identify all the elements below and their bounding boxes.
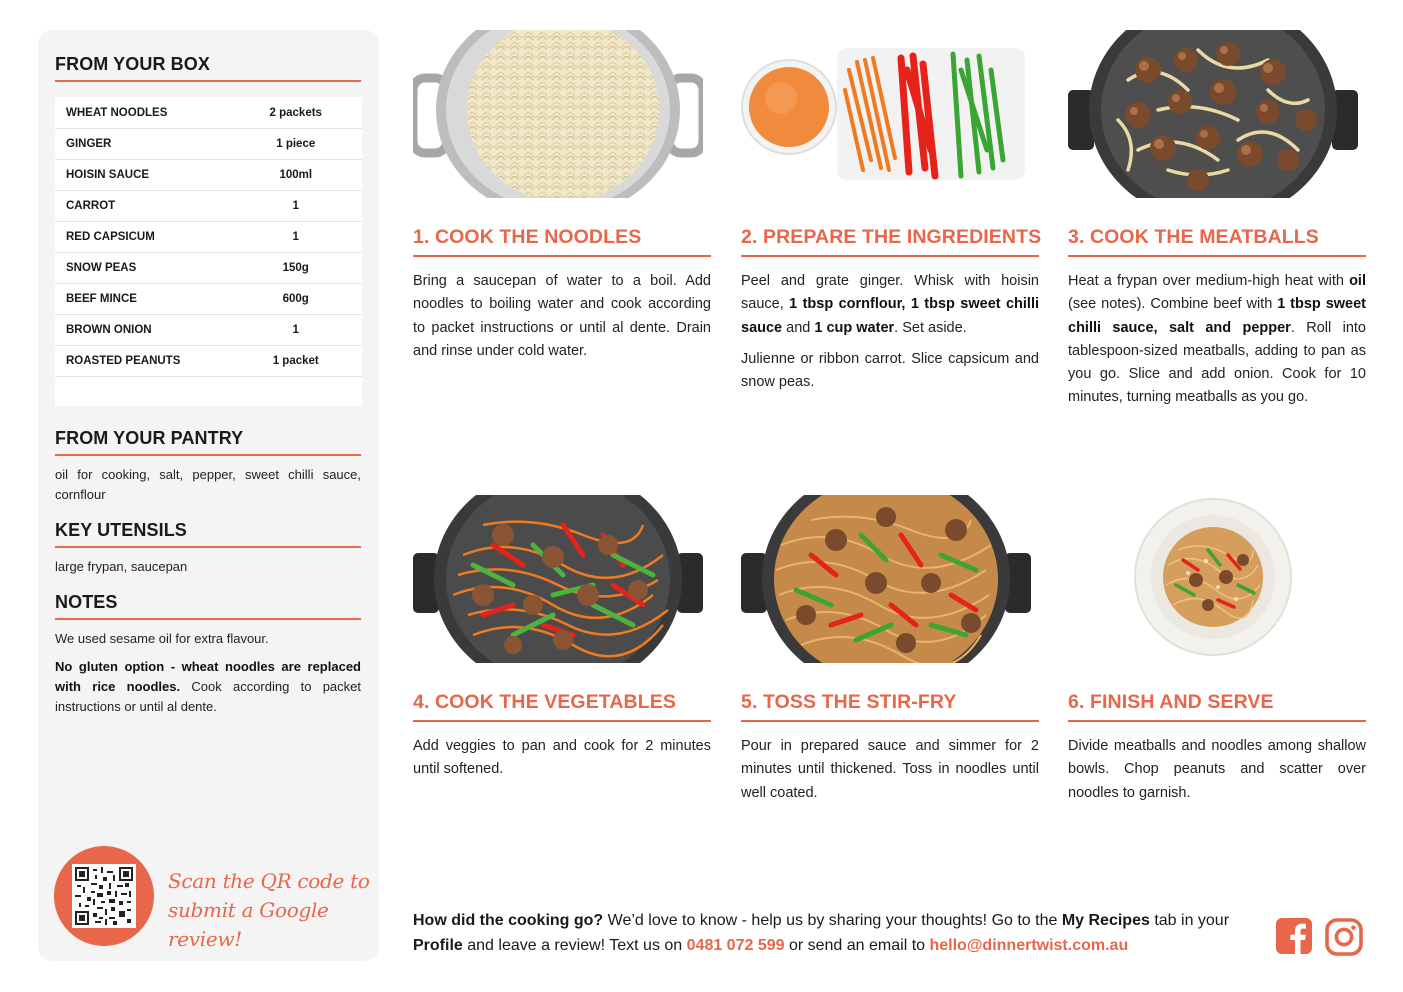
step-3-bold-b: oil (1349, 273, 1366, 289)
ingredient-qty: 1 (292, 231, 299, 243)
step-2-text-c: and (782, 319, 815, 336)
vegetables-in-pan-image (413, 495, 703, 663)
step-3-text-e: . Roll into tablespoon-sized meatballs, adding to pan as you go. Slice and add onion. Cook for 10 minutes, turning meatballs as you go. (1068, 319, 1366, 406)
footer-email-link[interactable]: hello@dinnertwist.com.au (929, 937, 1129, 954)
key-utensils-heading: KEY UTENSILS (55, 520, 361, 548)
ingredient-name: WHEAT NOODLES (66, 107, 168, 119)
ingredient-qty: 1 (292, 200, 299, 212)
review-footer (413, 908, 1263, 958)
footer-text-3: and leave a review! Text us on (462, 937, 687, 954)
ingredient-qty: 2 packets (269, 107, 322, 119)
ingredient-qty: 1 (292, 324, 299, 336)
step-1 (413, 30, 711, 363)
step-6 (1068, 495, 1366, 805)
step-5-text: Pour in prepared sauce and simmer for 2 minutes until thickened. Toss in noodles until well coated. (741, 738, 1039, 801)
step-4-body (413, 735, 711, 782)
ingredient-name: GINGER (66, 138, 112, 150)
ingredient-name: ROASTED PEANUTS (66, 355, 181, 367)
notes-gluten-bold: No gluten option - wheat noodles are replaced with rice noodles. (55, 659, 361, 694)
footer-question: How did the cooking go? (413, 912, 604, 929)
step-4-text: Add veggies to pan and cook for 2 minutes until softened. (413, 738, 711, 778)
step-3 (1068, 30, 1366, 410)
step-2-bold-b: 1 tbsp cornflour, 1 tbsp sweet chilli sauce (741, 296, 1040, 336)
ingredient-qty: 100ml (279, 169, 313, 181)
footer-text-2: tab in your (1149, 912, 1230, 929)
facebook-icon[interactable] (1276, 918, 1314, 956)
step-5-body (741, 735, 1039, 805)
qr-review-line-2: submit a Google review! (168, 898, 329, 951)
ingredients-sidebar (38, 30, 379, 961)
sauce-and-vegetables-image (741, 30, 1031, 198)
table-row (55, 346, 362, 377)
box-ingredients-table (55, 97, 362, 406)
table-row (55, 129, 362, 160)
step-5 (741, 495, 1039, 805)
step-3-title: 3. COOK THE MEATBALLS (1068, 226, 1366, 257)
footer-phone-link[interactable]: 0481 072 599 (686, 937, 785, 954)
footer-profile: Profile (413, 937, 463, 954)
step-2-bold-d: 1 cup water (814, 319, 895, 336)
qr-review-prompt (168, 867, 379, 954)
ingredient-name: BEEF MINCE (66, 293, 137, 305)
meatballs-in-pan-image (1068, 30, 1358, 198)
step-3-bold-d: 1 tbsp sweet chilli sauce, salt and pepper (1068, 296, 1367, 336)
notes-heading: NOTES (55, 592, 361, 620)
step-2-body (741, 270, 1039, 394)
ingredient-name: CARROT (66, 200, 116, 212)
ingredient-qty: 1 packet (272, 355, 319, 367)
notes-gluten-text (55, 657, 361, 717)
step-6-text: Divide meatballs and noodles among shallow bowls. Chop peanuts and scatter over noodles to garnish. (1068, 738, 1366, 801)
ingredient-name: HOISIN SAUCE (66, 169, 150, 181)
qr-code-badge[interactable] (54, 846, 154, 946)
step-2 (741, 30, 1042, 394)
ingredient-name: RED CAPSICUM (66, 231, 155, 243)
ingredient-qty: 600g (282, 293, 309, 305)
ingredient-qty: 1 piece (276, 138, 316, 150)
utensils-text: large frypan, saucepan (55, 559, 188, 574)
served-bowl-image (1068, 495, 1358, 663)
noodles-in-colander-image (413, 30, 703, 198)
instagram-icon[interactable] (1325, 918, 1363, 956)
step-6-title: 6. FINISH AND SERVE (1068, 691, 1366, 722)
step-1-title: 1. COOK THE NOODLES (413, 226, 711, 257)
qr-review-line-1: Scan the QR code to (168, 869, 370, 893)
step-2-text-a: Peel and grate ginger. Whisk with hoisin sauce, (741, 273, 1039, 313)
step-5-title: 5. TOSS THE STIR-FRY (741, 691, 1039, 722)
step-2-paragraph-2: Julienne or ribbon carrot. Slice capsicum and snow peas. (741, 350, 1039, 391)
step-2-title: 2. PREPARE THE INGREDIENTS (741, 226, 1039, 257)
step-3-text-c: (see notes). Combine beef with (1068, 296, 1278, 313)
from-your-pantry-heading: FROM YOUR PANTRY (55, 428, 361, 456)
ingredient-name: BROWN ONION (66, 324, 152, 336)
ingredient-qty: 150g (282, 262, 309, 274)
table-row (55, 253, 362, 284)
ingredient-name: SNOW PEAS (66, 262, 137, 274)
step-3-text-a: Heat a frypan over medium-high heat with (1068, 273, 1350, 289)
step-3-body (1068, 270, 1366, 410)
footer-text-4: or send an email to (784, 937, 930, 954)
table-row (55, 222, 362, 253)
notes-text: We used sesame oil for extra flavour. (55, 631, 269, 646)
footer-my-recipes: My Recipes (1061, 912, 1150, 929)
from-your-box-heading: FROM YOUR BOX (55, 54, 361, 82)
footer-text-1: We’d love to know - help us by sharing your thoughts! Go to the (603, 912, 1062, 929)
step-4-title: 4. COOK THE VEGETABLES (413, 691, 711, 722)
table-row (55, 315, 362, 346)
step-1-body (413, 270, 711, 363)
pantry-text: oil for cooking, salt, pepper, sweet chilli sauce, cornflour (55, 467, 361, 502)
step-6-body (1068, 735, 1366, 805)
table-row (55, 284, 362, 315)
step-1-text: Bring a saucepan of water to a boil. Add noodles to boiling water and cook according to packet instructions or until al dente. Drain and rinse under cold water. (413, 273, 711, 359)
qr-code-icon (72, 864, 136, 928)
table-row (55, 98, 362, 129)
notes-gluten-rest: Cook according to packet instructions or until al dente. (55, 679, 361, 714)
table-row (55, 191, 362, 222)
step-2-paragraph-1 (741, 270, 1039, 340)
step-4 (413, 495, 711, 782)
stir-fry-in-pan-image (741, 495, 1031, 663)
step-2-text-e: . Set aside. (894, 319, 967, 336)
table-row (55, 160, 362, 191)
step-3-paragraph (1068, 270, 1366, 410)
